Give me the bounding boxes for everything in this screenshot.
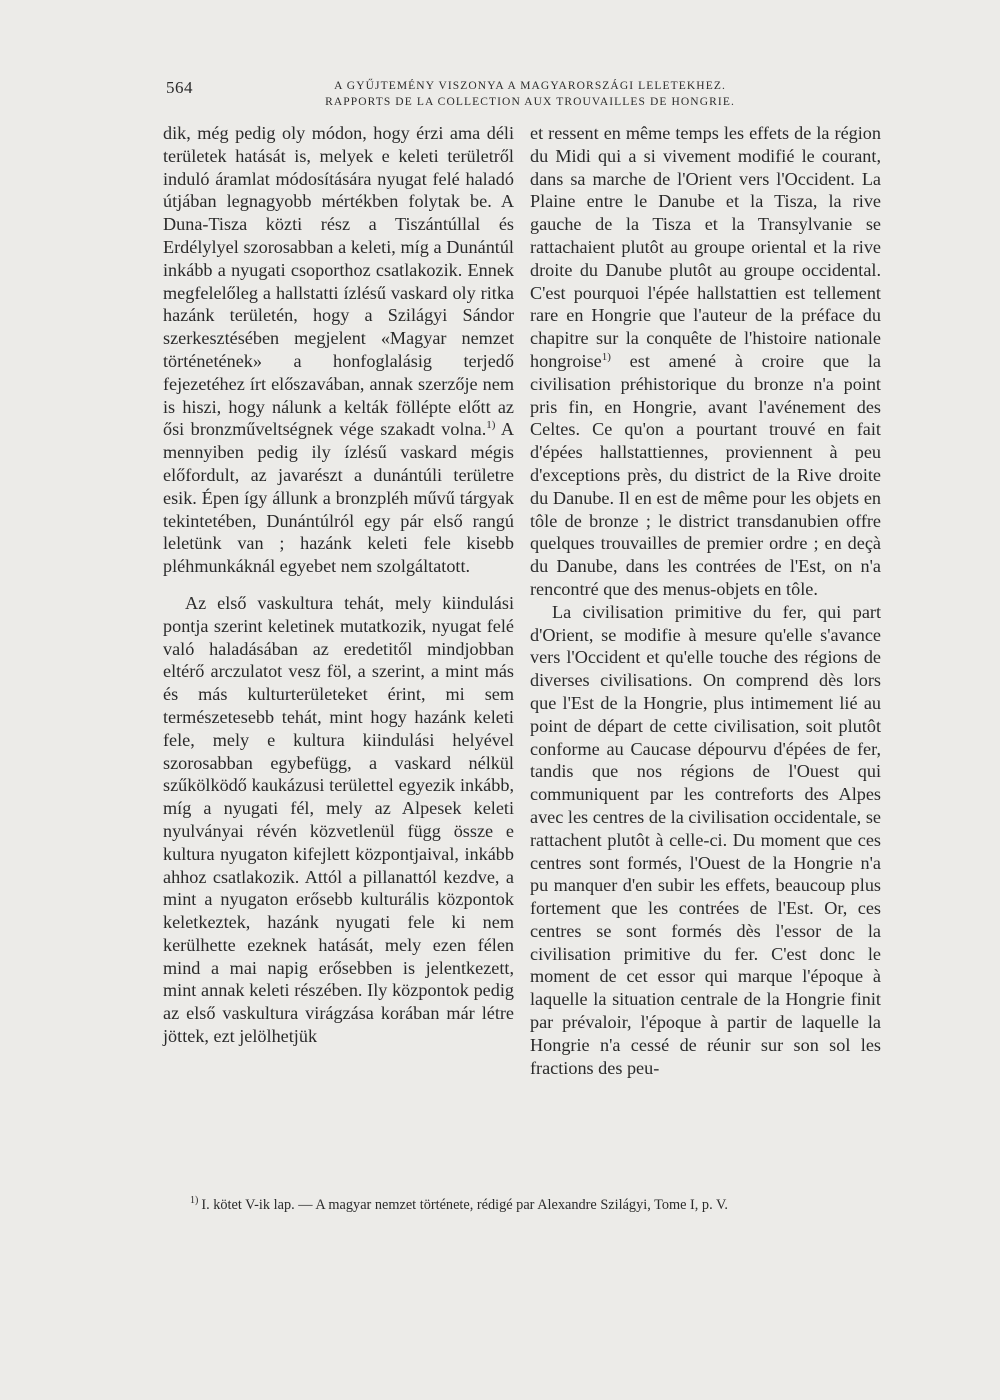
footnote-ref-right: 1) <box>601 350 611 363</box>
left-column-hungarian <box>163 122 514 1048</box>
left-paragraph-1 <box>163 122 514 578</box>
footnote-text: I. kötet V-ik lap. — A magyar nemzet története, rédigé par Alexandre Szilágyi, Tome I, p. V. <box>201 1196 729 1213</box>
running-head <box>230 78 830 110</box>
page-number: 564 <box>166 78 193 97</box>
left-paragraph-1-text-a: dik, még pedig oly módon, hogy érzi ama déli területek hatását is, melyek e keleti területről induló áramlat módosítására nyugat felé haladó útjában legnagyobb mértékben folytak be. A Duna-Tisza közti rész a Tiszántúllal és Erdélylyel szorosabban a keleti, míg a Dunántúl inkább a nyugati csoporthoz csatlakozik. Ennek megfelelőleg a hallstatti ízlésű vaskard oly ritka hazánk területén, hogy a Szilágyi Sándor szerkesztésében megjelent «Magyar nemzet történetének» a honfoglalásig terjedő fejezetéhez írt előszavában, annak szerzője nem is hiszi, hogy nálunk a kelták föllépte előtt az ősi bronzműveltségnek vége szakadt volna. <box>163 123 514 440</box>
right-paragraph-1-text-a: et ressent en même temps les effets de la région du Midi qui a si vivement modifié le courant, dans sa marche de l'Orient vers l'Occident. La Plaine entre le Danube et la Tisza, la rive gauche de la Tisza et la Transylvanie se rattachaient plutôt au groupe oriental et la rive droite du Danube plutôt au groupe occidental. C'est pourquoi l'épée hallstattien est tellement rare en Hongrie que l'auteur de la préface du chapitre sur la conquête de l'histoire nationale hongroise <box>530 123 881 371</box>
footnote-marker: 1) <box>190 1195 199 1206</box>
right-paragraph-1-text-b: est amené à croire que la civilisation préhistorique du bronze n'a point pris fin, en Hongrie, avant l'avénement des Celtes. Ce qu'on a pourtant trouvé en fait d'épées hallstattiennes, proviennent à peu d'exceptions près, du district de la Rive droite du Danube. Il en est de même pour les objets en tôle de bronze ; le district transdanubien offre quelques trouvailles de premier ordre ; en deçà du Danube, dans les contrées de l'Est, on n'a rencontré que des menus-objets en tôle. <box>530 350 881 599</box>
right-paragraph-2: La civilisation primitive du fer, qui part d'Orient, se modifie à mesure qu'elle s'avance vers l'Occident et qu'elle touche des régions de diverses civilisations. On comprend dès lors que l'Est de la Hongrie, plus intimement lié au point de départ de cette civilisation, soit plutôt conforme au Caucase dépourvu d'épées de fer, tandis que nos régions de l'Ouest qui communiquent par les contreforts des Alpes avec les centres de la civilisation occidentale, se rattachent plutôt à celle-ci. Du moment que ces centres sont formés, l'Ouest de la Hongrie n'a pu manquer d'en subir les effets, beaucoup plus fortement que les contrées de l'Est. Or, ces centres se sont formés dès l'essor de la civilisation primitive du fer. C'est donc le moment de cet essor qui marque l'époque à laquelle la situation centrale de la Hongrie finit par prévaloir, l'époque à partir de laquelle la Hongrie n'a cessé de réunir sur son sol les fractions des peu- <box>530 601 881 1078</box>
footnote <box>190 1192 890 1214</box>
left-paragraph-1-text-b: A mennyiben pedig ily ízlésű vaskard mégis előfordult, az javarészt a dunántúli területre esik. Épen így állunk a bronzpléh művű tárgyak tekintetében, Dunántúlról egy pár első rangú leletünk van ; hazánk keleti fele kisebb pléhmunkáknál egyebet nem szolgáltatott. <box>163 419 514 577</box>
running-title-french: RAPPORTS DE LA COLLECTION AUX TROUVAILLES DE HONGRIE. <box>325 96 735 108</box>
running-title-hungarian: A GYŰJTEMÉNY VISZONYA A MAGYARORSZÁGI LELETEKHEZ. <box>334 80 726 92</box>
right-paragraph-1 <box>530 122 881 601</box>
footnote-ref-left: 1) <box>486 419 496 432</box>
right-column-french <box>530 122 881 1079</box>
left-paragraph-2: Az első vaskultura tehát, mely kiindulási pontja szerint keletinek mutatkozik, nyugat felé való haladásában az eredetitől mindjobban eltérő arczulatot vesz föl, a szerint, a mint más és más kulturterületeket érint, mi sem természetesebb tehát, mint hogy hazánk keleti fele, mely e kultura kiindulási helyével szorosabban egybefügg, a vaskard nélkül szűkölködő kaukázusi területtel egyezik inkább, míg a nyugati fél, mely az Alpesek keleti nyulványai révén közvetlenül függ össze e kultura nyugaton kifejlett központjaival, inkább ahhoz csatlakozik. Attól a pillanattól kezdve, a mint a nyugaton erősebb kulturális központok keletkeztek, hazánk nyugati fele ki nem kerülhette ezeknek hatását, mely ezen félen mind a mai napig erősebben is jelentkezett, mint annak keleti részében. Ily központok pedig az első vaskultura virágzása korában már létre jöttek, ezt jelölhetjük <box>163 592 514 1047</box>
